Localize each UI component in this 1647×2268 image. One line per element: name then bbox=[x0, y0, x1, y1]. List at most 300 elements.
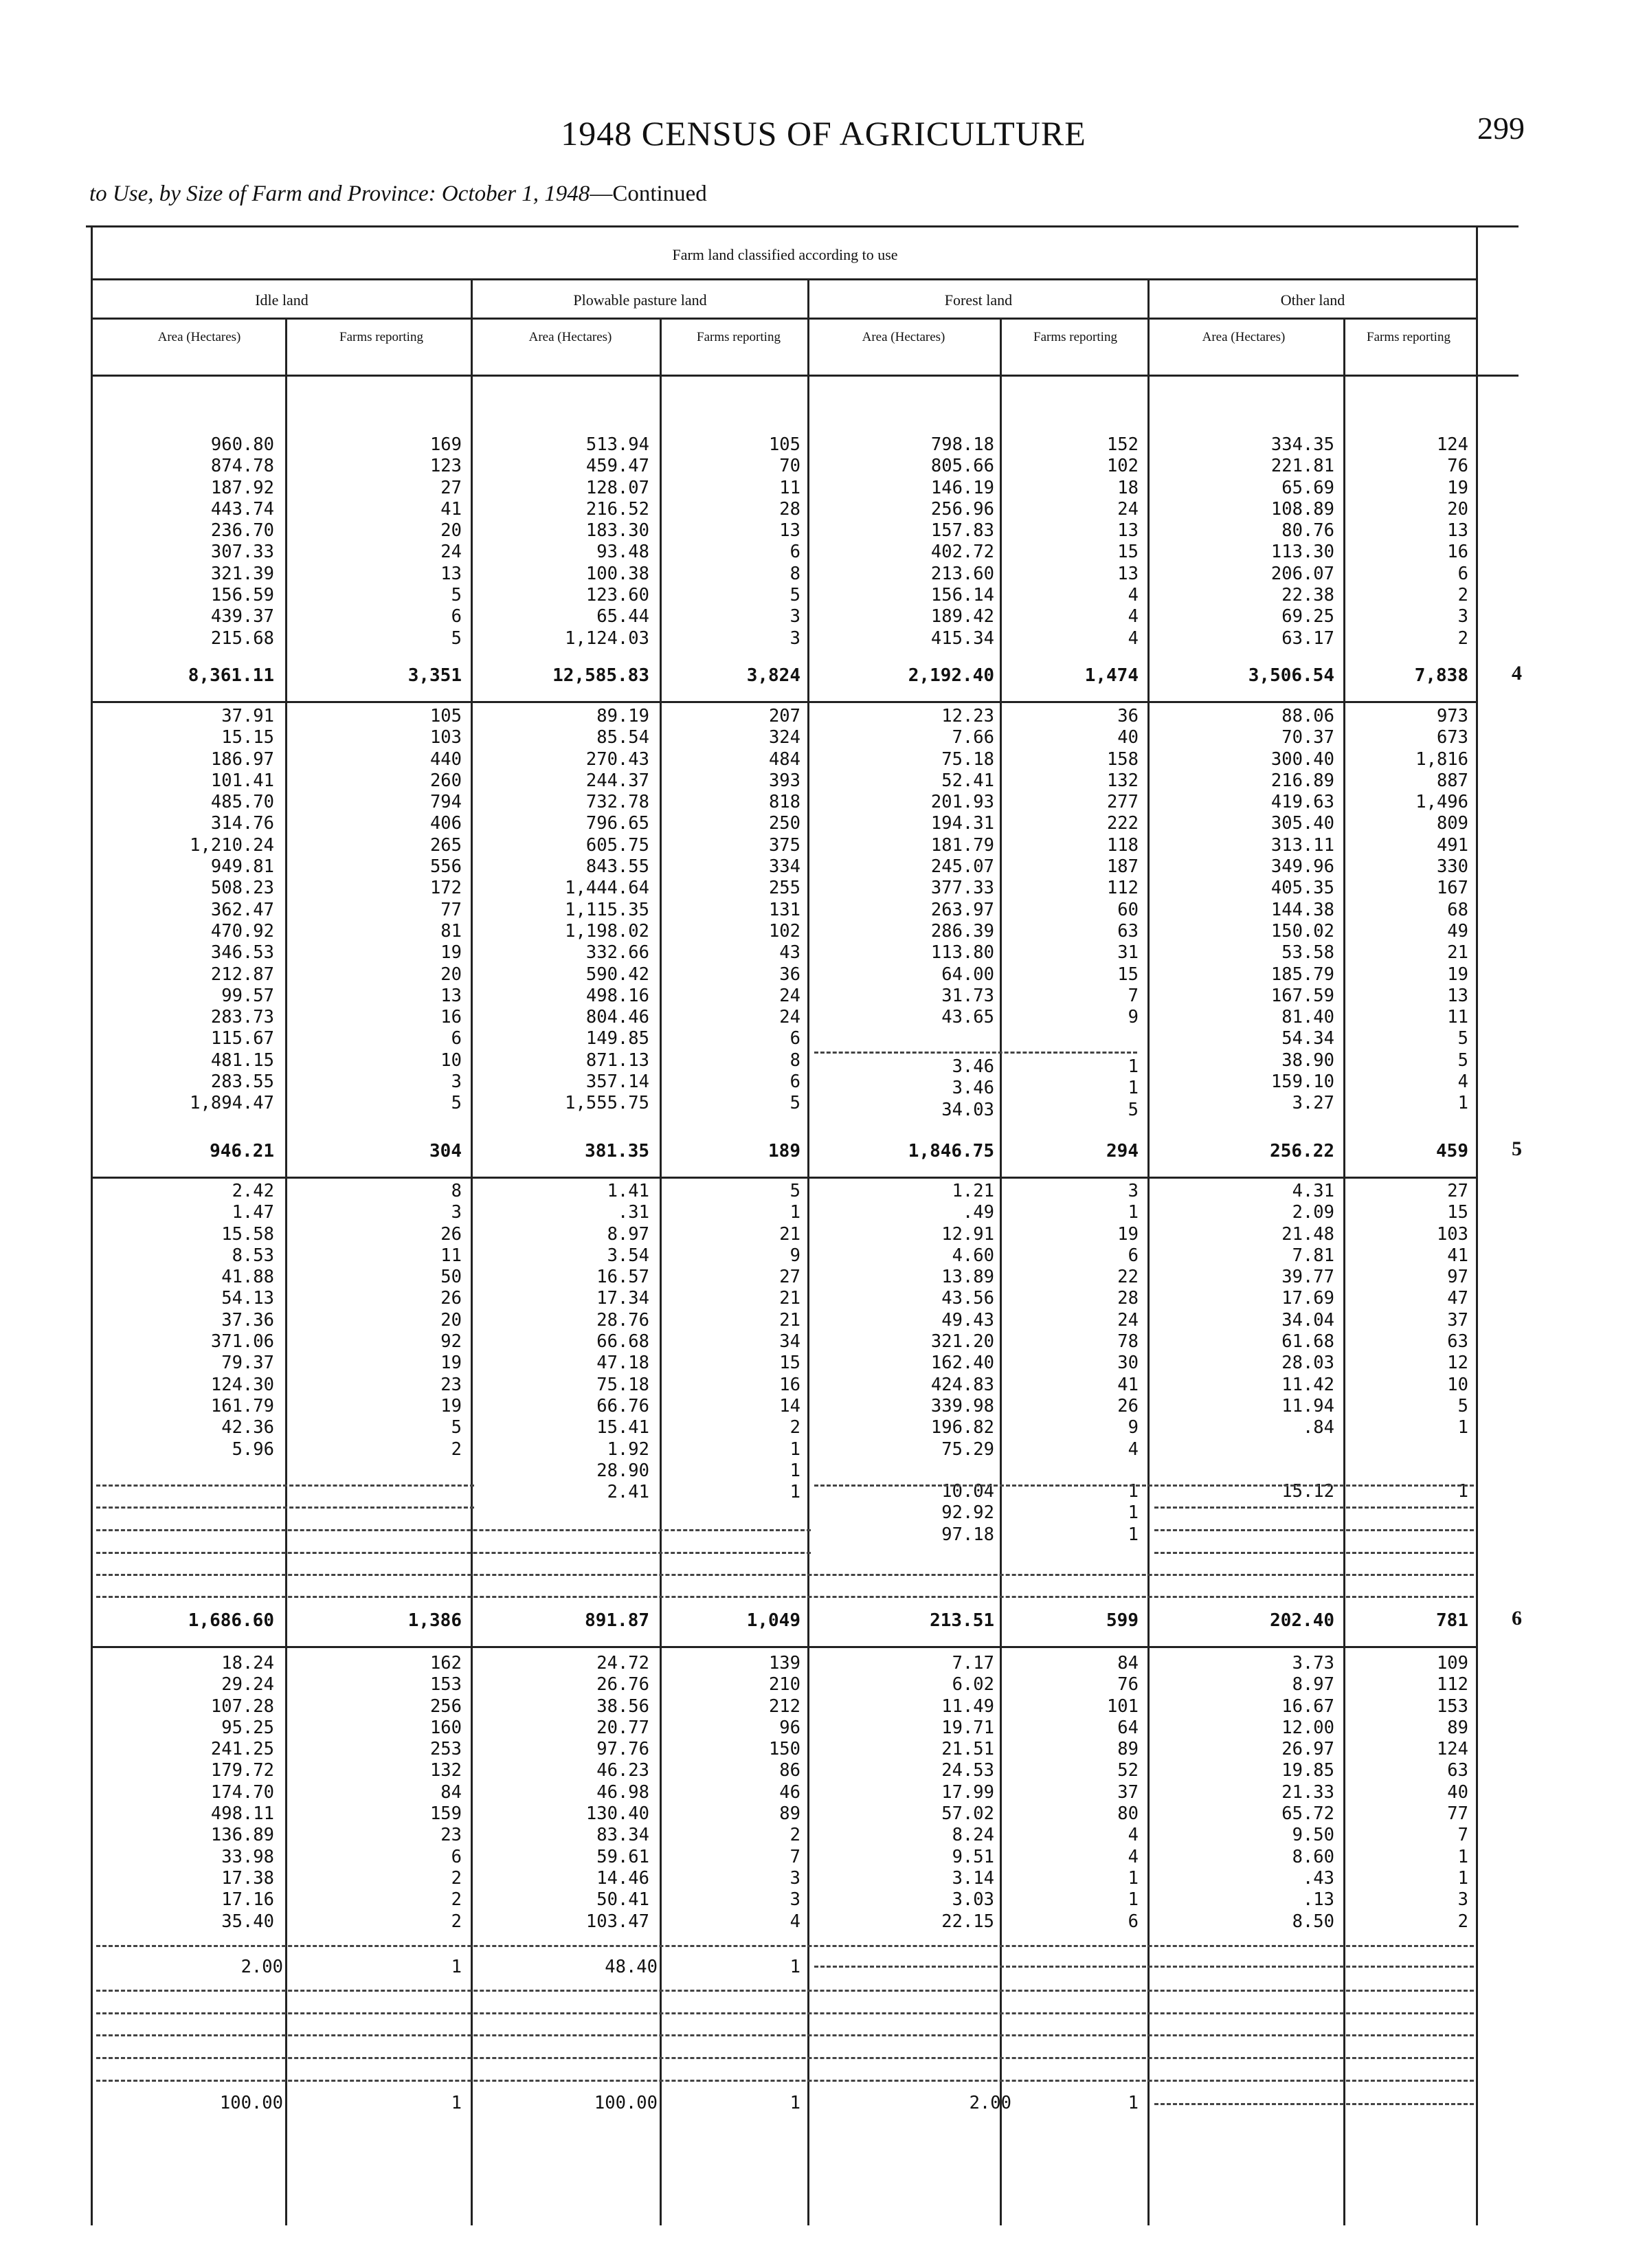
table-cell: 818 bbox=[768, 792, 800, 813]
table-cell: 18 bbox=[1117, 477, 1139, 498]
table-cell: 34 bbox=[779, 1331, 800, 1353]
cell-pasture-farms: 1 bbox=[789, 1957, 800, 1977]
table-cell: 52.41 bbox=[941, 770, 994, 791]
table-cell: 11.49 bbox=[941, 1696, 994, 1717]
table-cell: 21.33 bbox=[1281, 1781, 1334, 1803]
table-cell: 256 bbox=[429, 1696, 462, 1717]
table-cell: 1,496 bbox=[1415, 792, 1468, 813]
col-header-farms: Farms reporting bbox=[1033, 330, 1117, 344]
table-cell: 15 bbox=[1117, 542, 1139, 563]
table-cell: 102 bbox=[1106, 456, 1139, 477]
table-cell: 26 bbox=[1117, 1395, 1139, 1416]
table-cell: 843.55 bbox=[585, 856, 649, 878]
table-cell: 64.00 bbox=[941, 964, 994, 985]
table-cell: 283.73 bbox=[210, 1007, 274, 1028]
table-cell: 150.02 bbox=[1270, 920, 1334, 942]
table-cell: 80 bbox=[1117, 1803, 1139, 1825]
table-cell: 6 bbox=[1457, 563, 1468, 584]
leader-row bbox=[96, 1552, 811, 1554]
table-cell: 16.67 bbox=[1281, 1696, 1334, 1717]
table-cell: 144.38 bbox=[1270, 899, 1334, 920]
table-cell: 27 bbox=[1447, 1181, 1468, 1201]
column-other-farms bbox=[1437, 434, 1468, 649]
table-cell: 15 bbox=[779, 1353, 800, 1374]
table-cell: 324 bbox=[768, 727, 800, 748]
table-cell: 346.53 bbox=[210, 942, 274, 964]
table-cell: 115.67 bbox=[210, 1028, 274, 1049]
table-cell: 213.60 bbox=[930, 563, 994, 584]
table-cell: 6 bbox=[789, 1071, 800, 1093]
table-cell: 13 bbox=[779, 520, 800, 542]
col-header-area: Area (Hectares) bbox=[528, 330, 612, 344]
table-cell: 186.97 bbox=[210, 748, 274, 770]
table-cell: 41 bbox=[440, 498, 462, 520]
table-cell: 491 bbox=[1436, 834, 1468, 856]
table-cell: 481.15 bbox=[210, 1049, 274, 1071]
table-cell: 19.85 bbox=[1281, 1760, 1334, 1781]
table-cell: 960.80 bbox=[210, 434, 274, 455]
column-forest-farms-tail bbox=[1128, 1056, 1139, 1121]
table-cell: 5 bbox=[451, 1417, 462, 1438]
table-cell: 14 bbox=[779, 1395, 800, 1416]
table-cell: 181.79 bbox=[930, 834, 994, 856]
table-cell: 362.47 bbox=[210, 899, 274, 920]
table-cell: 1,210.24 bbox=[190, 834, 274, 856]
table-subtitle bbox=[89, 181, 707, 207]
table-cell: 24.72 bbox=[596, 1653, 649, 1674]
table-cell: 443.74 bbox=[210, 498, 274, 520]
section-rule bbox=[93, 701, 1477, 703]
table-cell: 4.31 bbox=[1292, 1181, 1334, 1201]
leader-row bbox=[1154, 1507, 1474, 1509]
column-forest-farms-tail bbox=[1128, 1481, 1139, 1546]
table-cell: 216.52 bbox=[585, 498, 649, 520]
leader-row bbox=[1154, 2103, 1474, 2105]
table-cell: 28 bbox=[779, 498, 800, 520]
table-cell: 1 bbox=[1128, 1867, 1139, 1889]
table-cell: 95.25 bbox=[221, 1717, 274, 1738]
section-number: 5 bbox=[1512, 1137, 1522, 1160]
table-cell: 161.79 bbox=[210, 1395, 274, 1416]
table-cell: 47 bbox=[1447, 1288, 1468, 1309]
table-cell: 49.43 bbox=[941, 1309, 994, 1331]
table-cell: 7.81 bbox=[1292, 1245, 1334, 1266]
table-cell: 10.04 bbox=[941, 1481, 994, 1502]
table-cell: 24 bbox=[1117, 498, 1139, 520]
table-cell: 124.30 bbox=[210, 1374, 274, 1395]
table-cell: 15.15 bbox=[221, 727, 274, 748]
table-cell: 334.35 bbox=[1270, 434, 1334, 455]
table-cell: 406 bbox=[429, 813, 462, 834]
table-cell: 207 bbox=[768, 706, 800, 726]
table-cell: 61.68 bbox=[1281, 1331, 1334, 1353]
table-cell: 179.72 bbox=[210, 1760, 274, 1781]
table-cell: 5 bbox=[789, 1093, 800, 1114]
table-cell: 2 bbox=[789, 1825, 800, 1846]
table-cell: 973 bbox=[1436, 706, 1468, 726]
table-cell: 1,124.03 bbox=[565, 627, 649, 649]
table-cell: 15.12 bbox=[1281, 1481, 1334, 1502]
table-cell: 43.56 bbox=[941, 1288, 994, 1309]
table-cell: 484 bbox=[768, 748, 800, 770]
table-cell: 439.37 bbox=[210, 606, 274, 627]
col-header-farms: Farms reporting bbox=[339, 330, 423, 344]
table-cell: 1,444.64 bbox=[565, 878, 649, 899]
table-cell: 156.59 bbox=[210, 585, 274, 606]
table-cell: 9.50 bbox=[1292, 1825, 1334, 1846]
table-cell: 76 bbox=[1447, 456, 1468, 477]
total-idle-farms: 304 bbox=[429, 1141, 462, 1161]
table-cell: 887 bbox=[1436, 770, 1468, 791]
table-cell: 3.03 bbox=[952, 1889, 994, 1911]
table-cell: 50.41 bbox=[596, 1889, 649, 1911]
total-other-area: 3,506.54 bbox=[1248, 665, 1334, 686]
table-cell: 19.71 bbox=[941, 1717, 994, 1738]
table-cell: 65.69 bbox=[1281, 477, 1334, 498]
table-cell: 37.36 bbox=[221, 1309, 274, 1331]
table-cell: 6 bbox=[1128, 1245, 1139, 1266]
table-cell: 5 bbox=[1457, 1049, 1468, 1071]
table-cell: 5 bbox=[1128, 1099, 1139, 1120]
table-cell: 42.36 bbox=[221, 1417, 274, 1438]
table-cell: 1 bbox=[1457, 1417, 1468, 1438]
table-cell: 498.11 bbox=[210, 1803, 274, 1825]
table-cell: 1 bbox=[789, 1482, 800, 1503]
table-cell: 132 bbox=[1106, 770, 1139, 791]
total-other-farms: 459 bbox=[1436, 1141, 1468, 1161]
table-cell: 60 bbox=[1117, 899, 1139, 920]
table-cell: 24 bbox=[440, 542, 462, 563]
table-cell: 3 bbox=[451, 1071, 462, 1093]
table-cell: 28.03 bbox=[1281, 1353, 1334, 1374]
table-cell: 1 bbox=[1128, 1202, 1139, 1223]
table-cell: 732.78 bbox=[585, 792, 649, 813]
table-cell: 43 bbox=[779, 942, 800, 964]
super-header: Farm land classified according to use bbox=[672, 246, 898, 263]
table-cell: 1,198.02 bbox=[565, 920, 649, 942]
table-cell: 21 bbox=[1447, 942, 1468, 964]
table-cell: 8.24 bbox=[952, 1825, 994, 1846]
table-cell: 108.89 bbox=[1270, 498, 1334, 520]
column-other-area bbox=[1281, 1181, 1334, 1439]
leader-row bbox=[96, 1529, 811, 1531]
table-cell: 22.38 bbox=[1281, 585, 1334, 606]
table-cell: 40 bbox=[1117, 727, 1139, 748]
table-cell: 5 bbox=[789, 585, 800, 606]
col-header-area: Area (Hectares) bbox=[157, 330, 241, 344]
group-header-idle: Idle land bbox=[255, 291, 309, 309]
table-cell: 103 bbox=[429, 727, 462, 748]
table-cell: 39.77 bbox=[1281, 1267, 1334, 1288]
col-header-farms: Farms reporting bbox=[697, 330, 781, 344]
group-rule bbox=[807, 278, 809, 2225]
table-cell: 3.14 bbox=[952, 1867, 994, 1889]
table-cell: 6 bbox=[451, 1028, 462, 1049]
table-cell: 18.24 bbox=[221, 1653, 274, 1674]
table-cell: 153 bbox=[429, 1674, 462, 1696]
table-cell: 3.27 bbox=[1292, 1093, 1334, 1114]
col-header-area: Area (Hectares) bbox=[862, 330, 945, 344]
table-cell: 86 bbox=[779, 1760, 800, 1781]
group-rule bbox=[1147, 278, 1150, 2225]
table-cell: 160 bbox=[429, 1717, 462, 1738]
column-forest-area bbox=[931, 434, 994, 649]
table-cell: 36 bbox=[779, 964, 800, 985]
table-cell: 20 bbox=[1447, 498, 1468, 520]
table-cell: 124 bbox=[1436, 1739, 1468, 1760]
table-cell: 7 bbox=[1128, 985, 1139, 1006]
table-cell: 89 bbox=[1447, 1717, 1468, 1738]
table-cell: 21.51 bbox=[941, 1739, 994, 1760]
column-forest-area bbox=[941, 1653, 994, 1933]
table-cell: 8 bbox=[789, 563, 800, 584]
col-header-farms: Farms reporting bbox=[1367, 330, 1450, 344]
table-cell: 64 bbox=[1117, 1717, 1139, 1738]
table-cell: 57.02 bbox=[941, 1803, 994, 1825]
table-cell: 1 bbox=[1128, 1889, 1139, 1911]
column-pasture-farms bbox=[769, 706, 800, 1115]
table-cell: 334 bbox=[768, 856, 800, 878]
table-cell: 4 bbox=[1128, 1846, 1139, 1867]
table-cell: 1 bbox=[1457, 1093, 1468, 1114]
leader-row bbox=[814, 1052, 1137, 1054]
table-cell: 1,894.47 bbox=[190, 1093, 274, 1114]
total-forest-farms: 294 bbox=[1106, 1141, 1139, 1161]
column-other-farms bbox=[1437, 1653, 1468, 1933]
column-other-farms bbox=[1415, 706, 1468, 1115]
table-cell: 1.47 bbox=[232, 1202, 274, 1223]
table-cell: 286.39 bbox=[930, 920, 994, 942]
table-cell: 149.85 bbox=[585, 1028, 649, 1049]
subtitle-text: to Use, by Size of Farm and Province: October 1, 1948 bbox=[89, 181, 590, 206]
table-cell: 13 bbox=[440, 563, 462, 584]
table-cell: 871.13 bbox=[585, 1049, 649, 1071]
table-cell: 109 bbox=[1436, 1653, 1468, 1674]
table-cell: 31 bbox=[1117, 942, 1139, 964]
table-cell: 52 bbox=[1117, 1760, 1139, 1781]
table-cell: 77 bbox=[440, 899, 462, 920]
table-cell: 167.59 bbox=[1270, 985, 1334, 1006]
table-left-rule bbox=[91, 225, 93, 2225]
table-cell: 123 bbox=[429, 456, 462, 477]
table-cell: 16 bbox=[440, 1007, 462, 1028]
table-cell: 21.48 bbox=[1281, 1223, 1334, 1245]
table-cell: 255 bbox=[768, 878, 800, 899]
cell-idle-farms: 1 bbox=[451, 1957, 462, 1977]
table-cell: 65.44 bbox=[596, 606, 649, 627]
col-rule bbox=[660, 318, 662, 2225]
table-cell: 89 bbox=[779, 1803, 800, 1825]
table-cell: 113.80 bbox=[930, 942, 994, 964]
table-cell: 250 bbox=[768, 813, 800, 834]
table-cell: 2 bbox=[1457, 1911, 1468, 1932]
table-cell: 84 bbox=[1117, 1653, 1139, 1674]
table-cell: 22 bbox=[1117, 1267, 1139, 1288]
table-cell: 5 bbox=[1457, 1395, 1468, 1416]
table-top-rule bbox=[86, 225, 1519, 227]
table-cell: 321.39 bbox=[210, 563, 274, 584]
cell-forest-farms: 1 bbox=[1128, 2093, 1139, 2113]
table-cell: 4.60 bbox=[952, 1245, 994, 1266]
table-cell: 12 bbox=[1447, 1353, 1468, 1374]
table-cell: .13 bbox=[1302, 1889, 1334, 1911]
cell-idle-area: 100.00 bbox=[219, 2093, 283, 2113]
table-cell: 38.90 bbox=[1281, 1049, 1334, 1071]
cell-pasture-farms: 1 bbox=[789, 2093, 800, 2113]
total-idle-area: 1,686.60 bbox=[188, 1610, 274, 1631]
table-cell: 8.97 bbox=[1292, 1674, 1334, 1696]
table-cell: 9 bbox=[789, 1245, 800, 1266]
table-cell: 3 bbox=[451, 1202, 462, 1223]
table-cell: 3 bbox=[1128, 1181, 1139, 1201]
table-cell: 1 bbox=[1128, 1502, 1139, 1524]
table-cell: .31 bbox=[617, 1202, 649, 1223]
table-cell: 17.34 bbox=[596, 1288, 649, 1309]
table-cell: 256.96 bbox=[930, 498, 994, 520]
leader-row bbox=[96, 1574, 1474, 1576]
table-cell: 80.76 bbox=[1281, 520, 1334, 542]
table-cell: 76 bbox=[1117, 1674, 1139, 1696]
table-cell: 15 bbox=[1117, 964, 1139, 985]
table-cell: 10 bbox=[440, 1049, 462, 1071]
table-cell: 357.14 bbox=[585, 1071, 649, 1093]
table-cell: 27 bbox=[779, 1267, 800, 1288]
header-rule-1 bbox=[93, 278, 1477, 280]
table-cell: 78 bbox=[1117, 1331, 1139, 1353]
table-right-rule bbox=[1476, 225, 1478, 2225]
table-cell: 38.56 bbox=[596, 1696, 649, 1717]
cell-pasture-area: 100.00 bbox=[594, 2093, 658, 2113]
table-cell: 1.21 bbox=[952, 1181, 994, 1201]
table-cell: 11.94 bbox=[1281, 1395, 1334, 1416]
total-idle-area: 8,361.11 bbox=[188, 665, 274, 686]
table-cell: 2 bbox=[451, 1438, 462, 1460]
table-cell: 1 bbox=[1457, 1846, 1468, 1867]
table-cell: 4 bbox=[1128, 606, 1139, 627]
table-cell: 89 bbox=[1117, 1739, 1139, 1760]
table-cell: 40 bbox=[1447, 1781, 1468, 1803]
table-cell: 136.89 bbox=[210, 1825, 274, 1846]
table-cell: 8.60 bbox=[1292, 1846, 1334, 1867]
subtitle-continued: —Continued bbox=[590, 181, 707, 206]
table-cell: 402.72 bbox=[930, 542, 994, 563]
table-cell: 210 bbox=[768, 1674, 800, 1696]
table-cell: 9 bbox=[1128, 1417, 1139, 1438]
table-cell: 260 bbox=[429, 770, 462, 791]
table-cell: 277 bbox=[1106, 792, 1139, 813]
total-other-area: 202.40 bbox=[1270, 1610, 1334, 1631]
column-forest-farms bbox=[1107, 1653, 1139, 1933]
table-cell: 54.34 bbox=[1281, 1028, 1334, 1049]
leader-row bbox=[96, 1990, 1474, 1992]
table-cell: 196.82 bbox=[930, 1417, 994, 1438]
table-cell: 16 bbox=[1447, 542, 1468, 563]
page-title: 1948 CENSUS OF AGRICULTURE bbox=[561, 114, 1086, 153]
table-cell: 6 bbox=[1128, 1911, 1139, 1932]
table-cell: 63 bbox=[1447, 1760, 1468, 1781]
table-cell: 19 bbox=[1447, 477, 1468, 498]
table-cell: 33.98 bbox=[221, 1846, 274, 1867]
leader-row bbox=[96, 2080, 1474, 2082]
leader-row bbox=[96, 1596, 1474, 1598]
table-cell: 28 bbox=[1117, 1288, 1139, 1309]
group-header-forest: Forest land bbox=[944, 291, 1013, 309]
leader-row bbox=[96, 2057, 1474, 2059]
table-cell: 63 bbox=[1117, 920, 1139, 942]
total-idle-farms: 1,386 bbox=[407, 1610, 462, 1631]
table-cell: 150 bbox=[768, 1739, 800, 1760]
section-number: 4 bbox=[1512, 662, 1522, 685]
table-cell: 185.79 bbox=[1270, 964, 1334, 985]
table-cell: 8.53 bbox=[232, 1245, 274, 1266]
table-cell: 405.35 bbox=[1270, 878, 1334, 899]
table-cell: 16 bbox=[779, 1374, 800, 1395]
table-cell: 605.75 bbox=[585, 834, 649, 856]
table-cell: 37 bbox=[1117, 1781, 1139, 1803]
table-cell: 75.29 bbox=[941, 1438, 994, 1460]
table-cell: 804.46 bbox=[585, 1007, 649, 1028]
table-cell: 13 bbox=[1447, 985, 1468, 1006]
table-cell: 13 bbox=[1117, 520, 1139, 542]
table-cell: 68 bbox=[1447, 899, 1468, 920]
table-cell: 13 bbox=[1447, 520, 1468, 542]
table-cell: 167 bbox=[1436, 878, 1468, 899]
table-cell: 174.70 bbox=[210, 1781, 274, 1803]
table-cell: 253 bbox=[429, 1739, 462, 1760]
table-cell: 2 bbox=[451, 1911, 462, 1932]
table-cell: 1.41 bbox=[607, 1181, 649, 1201]
column-idle-area bbox=[190, 706, 274, 1115]
total-forest-farms: 599 bbox=[1106, 1610, 1139, 1631]
table-cell: 46 bbox=[779, 1781, 800, 1803]
table-cell: 305.40 bbox=[1270, 813, 1334, 834]
cell-idle-farms: 1 bbox=[451, 2093, 462, 2113]
column-forest-farms bbox=[1117, 1181, 1139, 1460]
table-cell: 7 bbox=[1457, 1825, 1468, 1846]
table-cell: 9 bbox=[1128, 1007, 1139, 1028]
total-pasture-farms: 189 bbox=[768, 1141, 800, 1161]
table-cell: 37.91 bbox=[221, 706, 274, 726]
table-cell: 159.10 bbox=[1270, 1071, 1334, 1093]
column-other-area bbox=[1281, 1653, 1334, 1933]
table-cell: 88.06 bbox=[1281, 706, 1334, 726]
section-rule bbox=[93, 1646, 1477, 1648]
table-cell: 14.46 bbox=[596, 1867, 649, 1889]
table-cell: 9.51 bbox=[952, 1846, 994, 1867]
table-cell: 4 bbox=[1128, 627, 1139, 649]
table-cell: 265 bbox=[429, 834, 462, 856]
table-cell: 440 bbox=[429, 748, 462, 770]
table-cell: 101 bbox=[1106, 1696, 1139, 1717]
table-cell: .49 bbox=[962, 1202, 994, 1223]
table-cell: 307.33 bbox=[210, 542, 274, 563]
total-forest-area: 2,192.40 bbox=[908, 665, 994, 686]
table-cell: 130.40 bbox=[585, 1803, 649, 1825]
table-cell: 874.78 bbox=[210, 456, 274, 477]
total-pasture-area: 12,585.83 bbox=[552, 665, 649, 686]
leader-row bbox=[96, 1945, 1474, 1947]
table-cell: 300.40 bbox=[1270, 748, 1334, 770]
table-cell: 283.55 bbox=[210, 1071, 274, 1093]
table-cell: 4 bbox=[789, 1911, 800, 1932]
table-cell: 6.02 bbox=[952, 1674, 994, 1696]
table-cell: 17.38 bbox=[221, 1867, 274, 1889]
table-cell: 69.25 bbox=[1281, 606, 1334, 627]
table-cell: 102 bbox=[768, 920, 800, 942]
total-other-farms: 781 bbox=[1436, 1610, 1468, 1631]
table-cell: 349.96 bbox=[1270, 856, 1334, 878]
table-cell: 1 bbox=[789, 1438, 800, 1460]
